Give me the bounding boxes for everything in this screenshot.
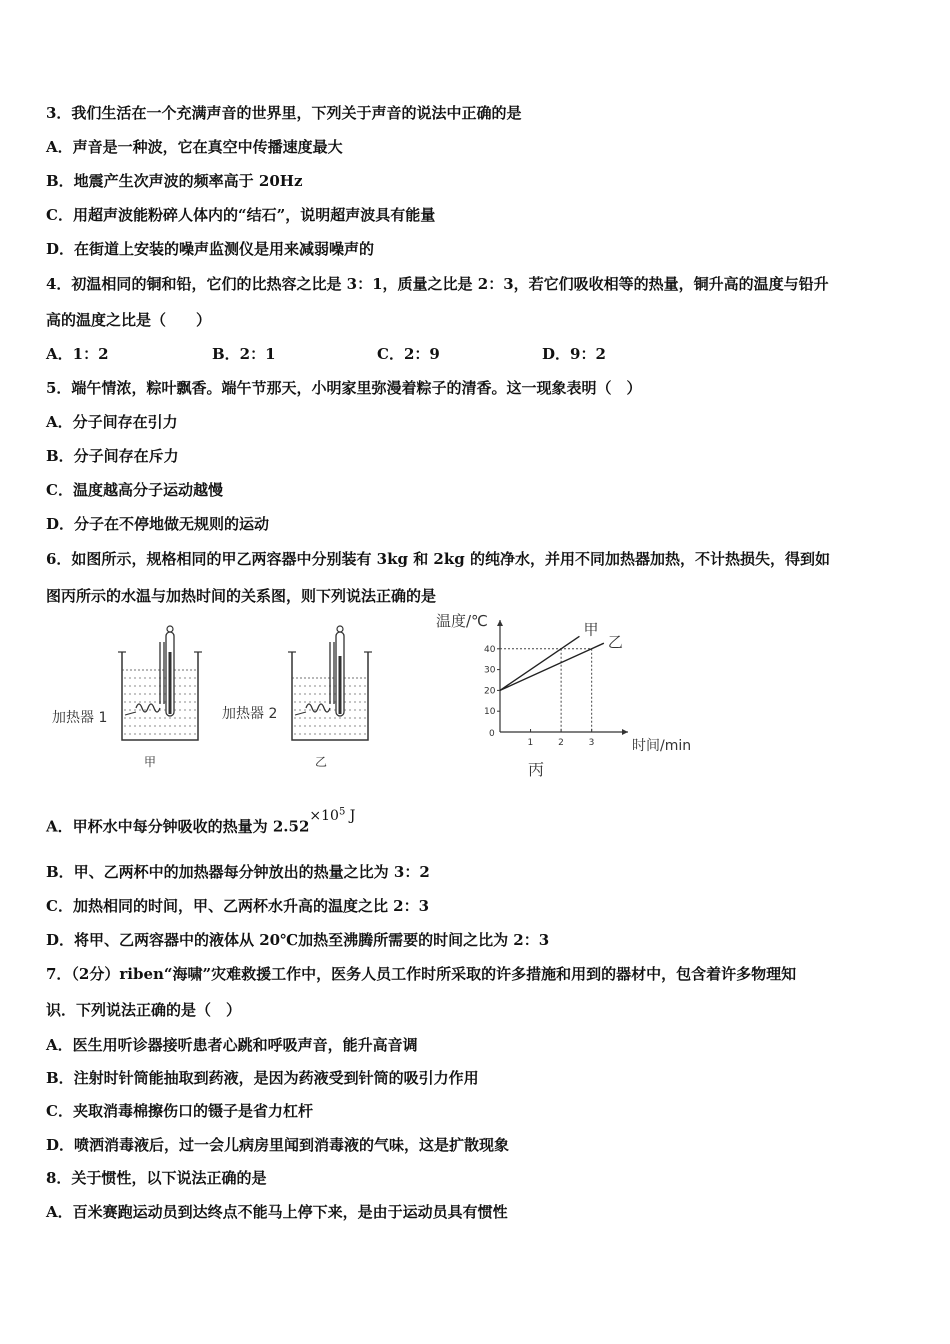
q4-stem-line1: 4．初温相同的铜和铅，它们的比热容之比是 3：1，质量之比是 2：3，若它们吸收相等的热量，铜升高的温度与铅升 <box>46 275 829 293</box>
x-axis-arrow <box>622 729 628 735</box>
figure-svg <box>40 612 720 792</box>
y-tick-label: 30 <box>484 665 496 676</box>
q6-unit: J <box>345 807 356 824</box>
q7-option-d: D．喷洒消毒液后，过一会儿病房里闻到消毒液的气味，这是扩散现象 <box>46 1136 510 1154</box>
q6-exponent: 5 <box>338 806 346 817</box>
q3-stem: 3．我们生活在一个充满声音的世界里，下列关于声音的说法中正确的是 <box>46 104 522 122</box>
beaker-jia <box>118 626 202 740</box>
q3-option-a: A．声音是一种波，它在真空中传播速度最大 <box>46 138 343 156</box>
q7-option-a: A．医生用听诊器接听患者心跳和呼吸声音，能升高音调 <box>46 1036 418 1054</box>
q7-option-c: C．夹取消毒棉擦伤口的镊子是省力杠杆 <box>46 1102 313 1120</box>
q6-option-a <box>46 806 356 838</box>
q7-stem-line2: 识．下列说法正确的是（ ） <box>46 1001 242 1019</box>
y-tick-label: 20 <box>484 686 496 697</box>
temperature-time-chart <box>436 612 691 754</box>
x-tick-label: 3 <box>588 738 595 748</box>
y-axis-label: 温度/℃ <box>436 612 488 630</box>
q6-option-a-power <box>309 808 355 824</box>
heater1-label: 加热器 1 <box>52 710 108 726</box>
graph-caption: 丙 <box>528 760 545 779</box>
q5-option-a: A．分子间存在引力 <box>46 413 178 431</box>
q3-option-c: C．用超声波能粉碎人体内的“结石”，说明超声波具有能量 <box>46 206 436 224</box>
series-line-jia <box>500 636 579 690</box>
beaker-yi-caption: 乙 <box>315 755 328 769</box>
y-tick-label: 40 <box>484 644 496 655</box>
q4-option-c: C．2：9 <box>377 345 440 363</box>
q6-stem-line1: 6．如图所示，规格相同的甲乙两容器中分别装有 3kg 和 2kg 的纯净水，并用不同加热器加热，不计热损失，得到如 <box>46 550 830 568</box>
q3-option-d: D．在街道上安装的噪声监测仪是用来减弱噪声的 <box>46 240 375 258</box>
series-label-yi: 乙 <box>607 633 623 652</box>
beaker-yi <box>288 626 372 740</box>
q6-option-b: B．甲、乙两杯中的加热器每分钟放出的热量之比为 3：2 <box>46 863 430 881</box>
q4-option-d: D．9：2 <box>542 345 606 363</box>
q6-stem-line2: 图丙所示的水温与加热时间的关系图，则下列说法正确的是 <box>46 587 437 605</box>
q4-stem-line2: 高的温度之比是（ ） <box>46 311 212 329</box>
y-tick-label: 10 <box>484 707 496 718</box>
series-label-jia: 甲 <box>583 620 599 639</box>
x-tick-label: 0 <box>489 729 495 739</box>
x-tick-label: 2 <box>558 738 564 748</box>
q6-times-ten: ×10 <box>309 807 339 824</box>
q5-stem: 5．端午情浓，粽叶飘香。端午节那天，小明家里弥漫着粽子的清香。这一现象表明（ ） <box>46 379 642 397</box>
q3-option-b: B．地震产生次声波的频率高于 20Hz <box>46 172 303 190</box>
beaker-jia-caption: 甲 <box>144 755 157 769</box>
q4-option-a: A．1：2 <box>46 345 109 363</box>
q5-option-d: D．分子在不停地做无规则的运动 <box>46 515 270 533</box>
q8-stem: 8．关于惯性，以下说法正确的是 <box>46 1169 267 1187</box>
q6-option-a-text: A．甲杯水中每分钟吸收的热量为 2.52 <box>46 817 310 836</box>
series-line-yi <box>500 643 604 690</box>
q5-option-b: B．分子间存在斥力 <box>46 447 179 465</box>
x-axis-label: 时间/min <box>632 738 692 754</box>
experiment-figure <box>40 612 720 792</box>
q6-option-d: D．将甲、乙两容器中的液体从 20℃加热至沸腾所需要的时间之比为 2：3 <box>46 931 550 949</box>
q8-option-a: A．百米赛跑运动员到达终点不能马上停下来，是由于运动员具有惯性 <box>46 1203 508 1221</box>
q5-option-c: C．温度越高分子运动越慢 <box>46 481 223 499</box>
q6-option-c: C．加热相同的时间，甲、乙两杯水升高的温度之比 2：3 <box>46 897 430 915</box>
q7-option-b: B．注射时针筒能抽取到药液，是因为药液受到针筒的吸引力作用 <box>46 1069 479 1087</box>
heater2-label: 加热器 2 <box>222 706 278 722</box>
q7-stem-line1: 7．（2分）riben“海啸”灾难救援工作中，医务人员工作时所采取的许多措施和用到的器材中，包含着许多物理知 <box>46 965 797 983</box>
y-axis-arrow <box>497 620 503 626</box>
x-tick-label: 1 <box>527 738 534 748</box>
q4-option-b: B．2：1 <box>212 345 276 363</box>
